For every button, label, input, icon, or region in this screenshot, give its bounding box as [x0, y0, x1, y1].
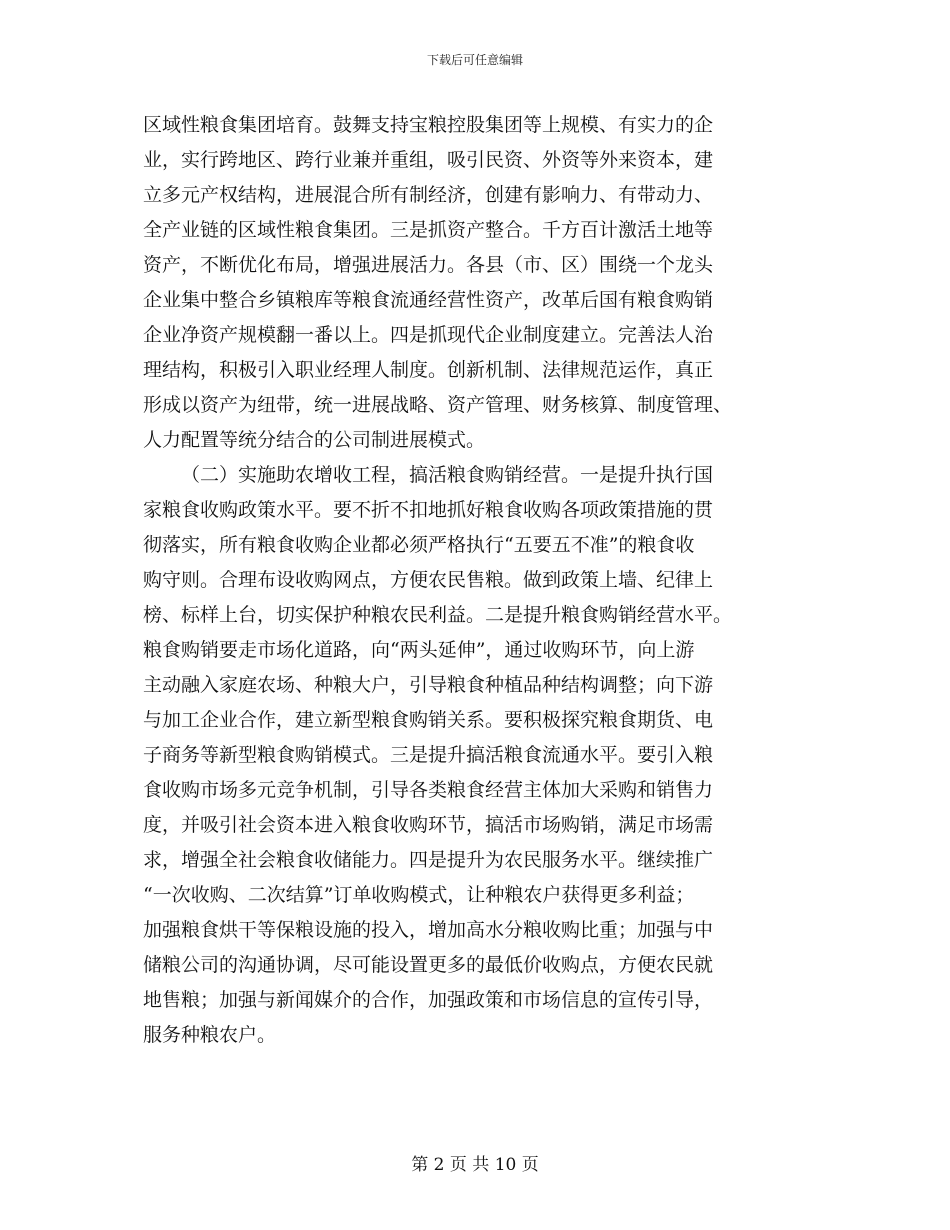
text-line: 粮食购销要走市场化道路，向“两头延伸”，通过收购环节，向上游	[143, 639, 695, 661]
text-line: 子商务等新型粮食购销模式。三是提升搞活粮食流通水平。要引入粮	[143, 744, 714, 766]
text-line: 理结构，积极引入职业经理人制度。创新机制、法律规范运作，真正	[143, 359, 714, 381]
text-line: 地售粮；加强与新闻媒介的合作，加强政策和市场信息的宣传引导，	[143, 989, 714, 1011]
paragraph-start-line: （二）实施助农增收工程，搞活粮食购销经营。一是提升执行国	[181, 464, 714, 486]
text-line: 主动融入家庭农场、种粮大户，引导粮食种植品种结构调整；向下游	[143, 674, 714, 696]
page-number-footer: 第 2 页 共 10 页	[411, 1155, 539, 1175]
text-line: 立多元产权结构，进展混合所有制经济，创建有影响力、有带动力、	[143, 184, 714, 206]
text-line: 形成以资产为纽带，统一进展战略、资产管理、财务核算、制度管理、	[143, 394, 733, 416]
text-line: 服务种粮农户。	[143, 1024, 277, 1046]
text-line: 家粮食收购政策水平。要不折不扣地抓好粮食收购各项政策措施的贯	[143, 499, 714, 521]
document-body	[143, 108, 813, 1053]
text-line: 企业集中整合乡镇粮库等粮食流通经营性资产，改革后国有粮食购销	[143, 289, 714, 311]
text-line: 食收购市场多元竞争机制，引导各类粮食经营主体加大采购和销售力	[143, 779, 714, 801]
text-line: 与加工企业合作，建立新型粮食购销关系。要积极探究粮食期货、电	[143, 709, 714, 731]
text-line: 业，实行跨地区、跨行业兼并重组，吸引民资、外资等外来资本，建	[143, 149, 714, 171]
text-line: 加强粮食烘干等保粮设施的投入，增加高水分粮收购比重；加强与中	[143, 919, 714, 941]
text-line: 度，并吸引社会资本进入粮食收购环节，搞活市场购销，满足市场需	[143, 814, 714, 836]
text-line: 储粮公司的沟通协调，尽可能设置更多的最低价收购点，方便农民就	[143, 954, 714, 976]
text-line: 购守则。合理布设收购网点，方便农民售粮。做到政策上墙、纪律上	[143, 569, 714, 591]
text-line: 资产，不断优化布局，增强进展活力。各县（市、区）围绕一个龙头	[143, 254, 714, 276]
page-header: 下载后可任意编辑	[426, 53, 523, 67]
text-line: “一次收购、二次结算”订单收购模式，让种粮农户获得更多利益；	[143, 884, 695, 906]
text-line: 人力配置等统分结合的公司制进展模式。	[143, 429, 486, 451]
text-line: 全产业链的区域性粮食集团。三是抓资产整合。千方百计激活土地等	[143, 219, 714, 241]
text-line: 区域性粮食集团培育。鼓舞支持宝粮控股集团等上规模、有实力的企	[143, 114, 714, 136]
text-line: 企业净资产规模翻一番以上。四是抓现代企业制度建立。完善法人治	[143, 324, 714, 346]
text-line: 彻落实，所有粮食收购企业都必须严格执行“五要五不准”的粮食收	[143, 534, 695, 556]
text-line: 求，增强全社会粮食收储能力。四是提升为农民服务水平。继续推广	[143, 849, 714, 871]
text-line: 榜、标样上台，切实保护种粮农民利益。二是提升粮食购销经营水平。	[143, 604, 733, 626]
